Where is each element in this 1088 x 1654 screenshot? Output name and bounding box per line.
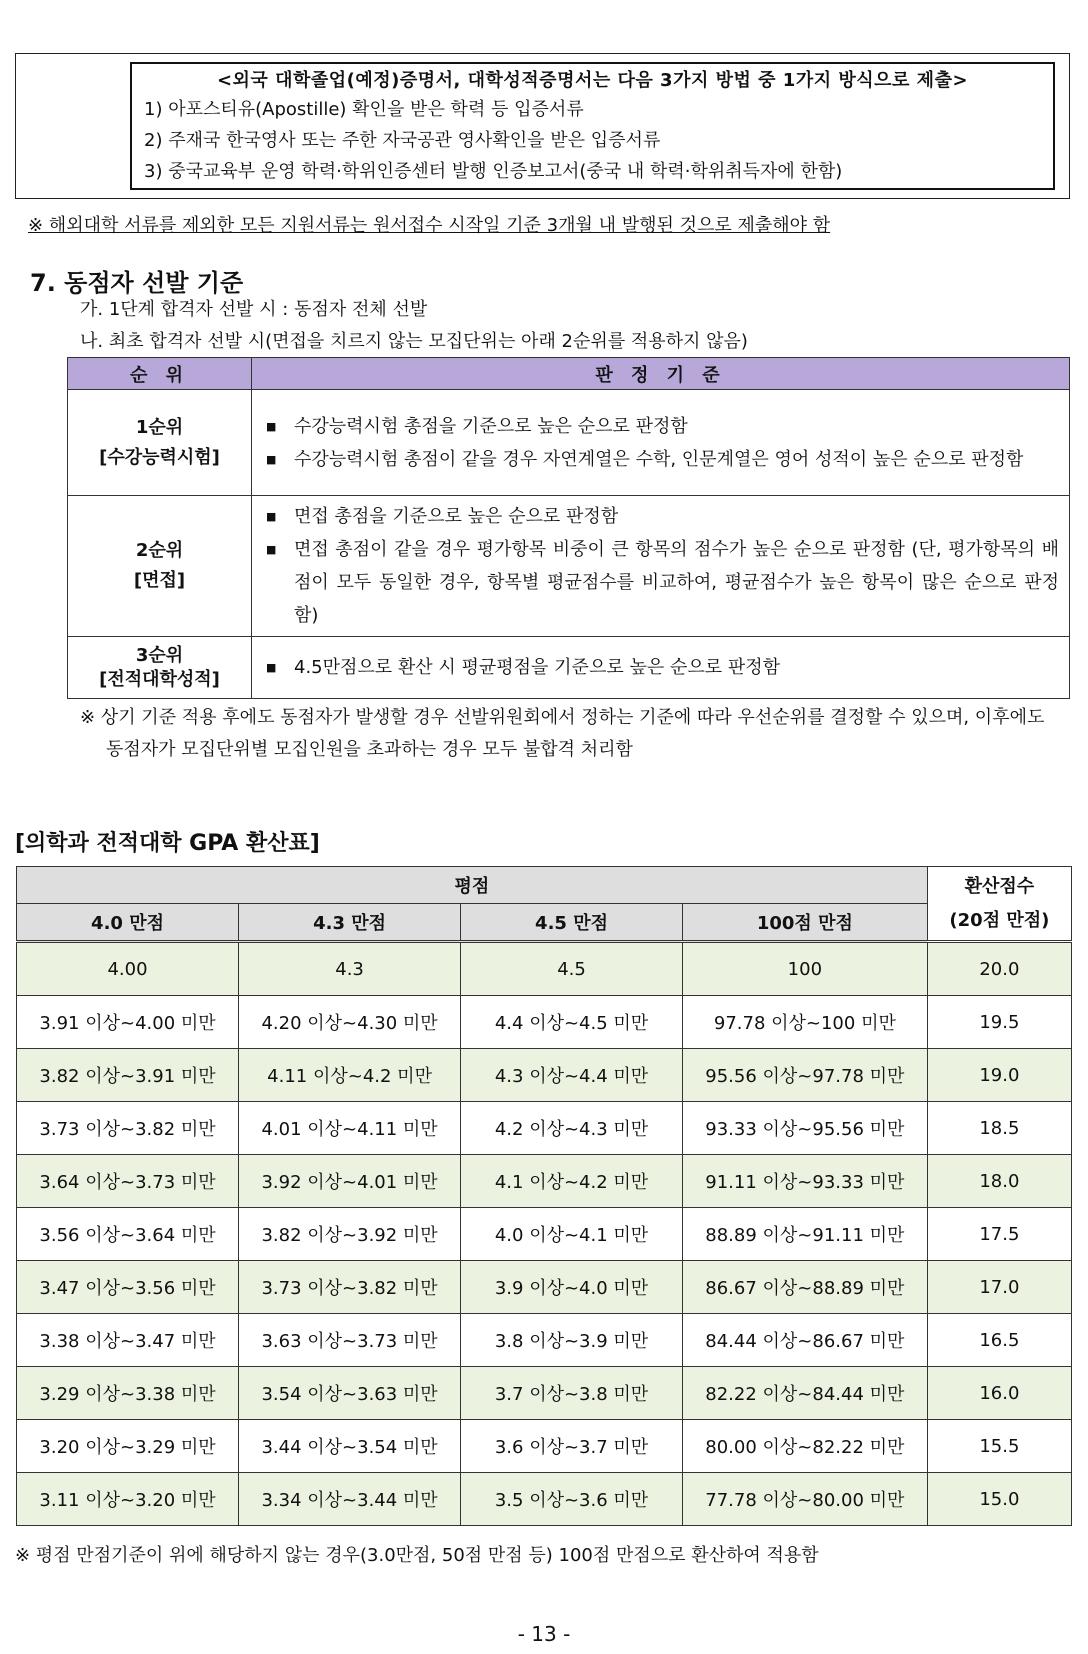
gpa-cell: 3.44 이상~3.54 미만 bbox=[239, 1420, 461, 1473]
criteria-item: ■ 4.5만점으로 환산 시 평균평점을 기준으로 높은 순으로 판정함 bbox=[264, 651, 1059, 684]
gpa-cell: 80.00 이상~82.22 미만 bbox=[682, 1420, 927, 1473]
gpa-cell: 4.00 bbox=[17, 942, 239, 996]
gpa-cell: 3.82 이상~3.92 미만 bbox=[239, 1208, 461, 1261]
rank-label: 3순위 bbox=[135, 644, 184, 666]
gpa-cell: 3.64 이상~3.73 미만 bbox=[17, 1155, 239, 1208]
gpa-cell: 3.29 이상~3.38 미만 bbox=[17, 1367, 239, 1420]
gpa-cell: 17.0 bbox=[927, 1261, 1071, 1314]
gpa-cell: 3.11 이상~3.20 미만 bbox=[17, 1473, 239, 1526]
table-row bbox=[68, 496, 1070, 637]
table-row bbox=[17, 1049, 1072, 1102]
gpa-cell: 3.5 이상~3.6 미만 bbox=[461, 1473, 683, 1526]
gpa-cell: 97.78 이상~100 미만 bbox=[682, 996, 927, 1049]
gpa-cell: 4.0 이상~4.1 미만 bbox=[461, 1208, 683, 1261]
table-row bbox=[17, 1208, 1072, 1261]
gpa-cell: 16.0 bbox=[927, 1367, 1071, 1420]
gpa-cell: 95.56 이상~97.78 미만 bbox=[682, 1049, 927, 1102]
gpa-table bbox=[16, 866, 1072, 1526]
criteria-item: ■ 면접 총점을 기준으로 높은 순으로 판정함 bbox=[264, 500, 1059, 533]
gpa-cell: 3.63 이상~3.73 미만 bbox=[239, 1314, 461, 1367]
gpa-cell: 3.82 이상~3.91 미만 bbox=[17, 1049, 239, 1102]
section-item-b: 나. 최초 합격자 선발 시(면접을 치르지 않는 모집단위는 아래 2순위를 적용하지 않음) bbox=[80, 331, 748, 352]
score-header-line1: 환산점수 bbox=[964, 875, 1035, 897]
gpa-cell: 3.73 이상~3.82 미만 bbox=[239, 1261, 461, 1314]
gpa-cell: 16.5 bbox=[927, 1314, 1071, 1367]
gpa-cell: 19.5 bbox=[927, 996, 1071, 1049]
page-number: - 13 - bbox=[517, 1622, 571, 1646]
gpa-cell: 82.22 이상~84.44 미만 bbox=[682, 1367, 927, 1420]
gpa-cell: 15.5 bbox=[927, 1420, 1071, 1473]
gpa-cell: 4.5 bbox=[461, 942, 683, 996]
table-row bbox=[17, 1420, 1072, 1473]
criteria-item: ■ 수강능력시험 총점을 기준으로 높은 순으로 판정함 bbox=[264, 410, 1059, 443]
gpa-cell: 4.20 이상~4.30 미만 bbox=[239, 996, 461, 1049]
table-row bbox=[17, 942, 1072, 996]
gpa-cell: 4.01 이상~4.11 미만 bbox=[239, 1102, 461, 1155]
gpa-col-header: 4.3 만점 bbox=[239, 904, 461, 942]
gpa-cell: 3.9 이상~4.0 미만 bbox=[461, 1261, 683, 1314]
table-row bbox=[17, 1367, 1072, 1420]
gpa-cell: 3.56 이상~3.64 미만 bbox=[17, 1208, 239, 1261]
foreign-docs-header: <외국 대학졸업(예정)증명서, 대학성적증명서는 다음 3가지 방법 중 1가지 방식으로 제출> bbox=[216, 70, 969, 91]
gpa-cell: 4.3 bbox=[239, 942, 461, 996]
table-row bbox=[17, 1473, 1072, 1526]
gpa-cell: 20.0 bbox=[927, 942, 1071, 996]
section7-note: ※ 상기 기준 적용 후에도 동점자가 발생할 경우 선발위원회에서 정하는 기준에 따라 우선순위를 결정할 수 있으며, 이후에도 동점자가 모집단위별 모집인원을 초과하는 경우 모두 불합격 처리함 bbox=[80, 707, 1045, 760]
rank-cell bbox=[68, 390, 252, 496]
gpa-cell: 18.0 bbox=[927, 1155, 1071, 1208]
gpa-cell: 17.5 bbox=[927, 1208, 1071, 1261]
rank-label: 1순위 bbox=[135, 416, 184, 438]
col-rank-header: 순 위 bbox=[68, 358, 252, 390]
gpa-cell: 100 bbox=[682, 942, 927, 996]
gpa-cell: 3.47 이상~3.56 미만 bbox=[17, 1261, 239, 1314]
gpa-cell: 3.6 이상~3.7 미만 bbox=[461, 1420, 683, 1473]
table-row bbox=[68, 390, 1070, 496]
notice-top: ※ 해외대학 서류를 제외한 모든 지원서류는 원서접수 시작일 기준 3개월 내 발행된 것으로 제출해야 함 bbox=[28, 215, 831, 236]
score-header bbox=[927, 867, 1071, 942]
gpa-cell: 3.92 이상~4.01 미만 bbox=[239, 1155, 461, 1208]
rank-label: 2순위 bbox=[135, 540, 184, 561]
table-row bbox=[17, 1314, 1072, 1367]
gpa-cell: 15.0 bbox=[927, 1473, 1071, 1526]
gpa-col-header: 100점 만점 bbox=[682, 904, 927, 942]
gpa-group-header: 평점 bbox=[17, 867, 928, 904]
gpa-col-header: 4.5 만점 bbox=[461, 904, 683, 942]
rank-cell bbox=[68, 496, 252, 637]
gpa-cell: 3.20 이상~3.29 미만 bbox=[17, 1420, 239, 1473]
gpa-cell: 3.73 이상~3.82 미만 bbox=[17, 1102, 239, 1155]
foreign-docs-item: 1) 아포스티유(Apostille) 확인을 받은 학력 등 입증서류 bbox=[144, 99, 584, 120]
table-row bbox=[17, 996, 1072, 1049]
section-item-a: 가. 1단계 합격자 선발 시 : 동점자 전체 선발 bbox=[80, 299, 428, 320]
criteria-cell bbox=[252, 496, 1070, 637]
gpa-cell: 4.3 이상~4.4 미만 bbox=[461, 1049, 683, 1102]
gpa-cell: 88.89 이상~91.11 미만 bbox=[682, 1208, 927, 1261]
foreign-docs-item: 3) 중국교육부 운영 학력·학위인증센터 발행 인증보고서(중국 내 학력·학위취득자에 한함) bbox=[144, 161, 843, 182]
gpa-cell: 91.11 이상~93.33 미만 bbox=[682, 1155, 927, 1208]
col-criteria-header: 판 정 기 준 bbox=[252, 358, 1070, 390]
gpa-cell: 4.11 이상~4.2 미만 bbox=[239, 1049, 461, 1102]
gpa-cell: 19.0 bbox=[927, 1049, 1071, 1102]
foreign-docs-box bbox=[130, 62, 1055, 190]
criteria-item: ■ 수강능력시험 총점이 같을 경우 자연계열은 수학, 인문계열은 영어 성적이 높은 순으로 판정함 bbox=[264, 443, 1059, 476]
gpa-cell: 3.34 이상~3.44 미만 bbox=[239, 1473, 461, 1526]
gpa-cell: 18.5 bbox=[927, 1102, 1071, 1155]
gpa-cell: 3.38 이상~3.47 미만 bbox=[17, 1314, 239, 1367]
criteria-item: ■ 면접 총점이 같을 경우 평가항목 비중이 큰 항목의 점수가 높은 순으로 판정함 (단, 평가항목의 배점이 모두 동일한 경우, 항목별 평균점수를 비교하여, 평균점수가 높은 항목이 많은 순으로 판정함) bbox=[264, 533, 1059, 632]
criteria-cell bbox=[252, 390, 1070, 496]
rank-sub-label: [수강능력시험] bbox=[99, 446, 220, 468]
gpa-cell: 4.2 이상~4.3 미만 bbox=[461, 1102, 683, 1155]
gpa-cell: 4.4 이상~4.5 미만 bbox=[461, 996, 683, 1049]
gpa-cell: 84.44 이상~86.67 미만 bbox=[682, 1314, 927, 1367]
gpa-cell: 3.7 이상~3.8 미만 bbox=[461, 1367, 683, 1420]
rank-sub-label: [전적대학성적] bbox=[99, 668, 220, 690]
gpa-col-header: 4.0 만점 bbox=[17, 904, 239, 942]
gpa-cell: 77.78 이상~80.00 미만 bbox=[682, 1473, 927, 1526]
criteria-cell bbox=[252, 637, 1070, 699]
rank-sub-label: [면접] bbox=[133, 570, 186, 591]
section-title: 7. 동점자 선발 기준 bbox=[30, 269, 244, 297]
table-row bbox=[17, 1261, 1072, 1314]
gpa-cell: 3.91 이상~4.00 미만 bbox=[17, 996, 239, 1049]
gpa-cell: 3.8 이상~3.9 미만 bbox=[461, 1314, 683, 1367]
gpa-cell: 4.1 이상~4.2 미만 bbox=[461, 1155, 683, 1208]
gpa-title: [의학과 전적대학 GPA 환산표] bbox=[15, 831, 320, 856]
gpa-cell: 3.54 이상~3.63 미만 bbox=[239, 1367, 461, 1420]
foreign-docs-item: 2) 주재국 한국영사 또는 주한 자국공관 영사확인을 받은 입증서류 bbox=[144, 130, 661, 151]
tie-break-table bbox=[67, 357, 1070, 699]
gpa-cell: 93.33 이상~95.56 미만 bbox=[682, 1102, 927, 1155]
gpa-cell: 86.67 이상~88.89 미만 bbox=[682, 1261, 927, 1314]
rank-cell bbox=[68, 637, 252, 699]
gpa-note: ※ 평점 만점기준이 위에 해당하지 않는 경우(3.0만점, 50점 만점 등) 100점 만점으로 환산하여 적용함 bbox=[15, 1545, 819, 1566]
table-row bbox=[68, 637, 1070, 699]
table-row bbox=[17, 1155, 1072, 1208]
score-header-line2: (20점 만점) bbox=[949, 909, 1050, 931]
table-row bbox=[17, 1102, 1072, 1155]
